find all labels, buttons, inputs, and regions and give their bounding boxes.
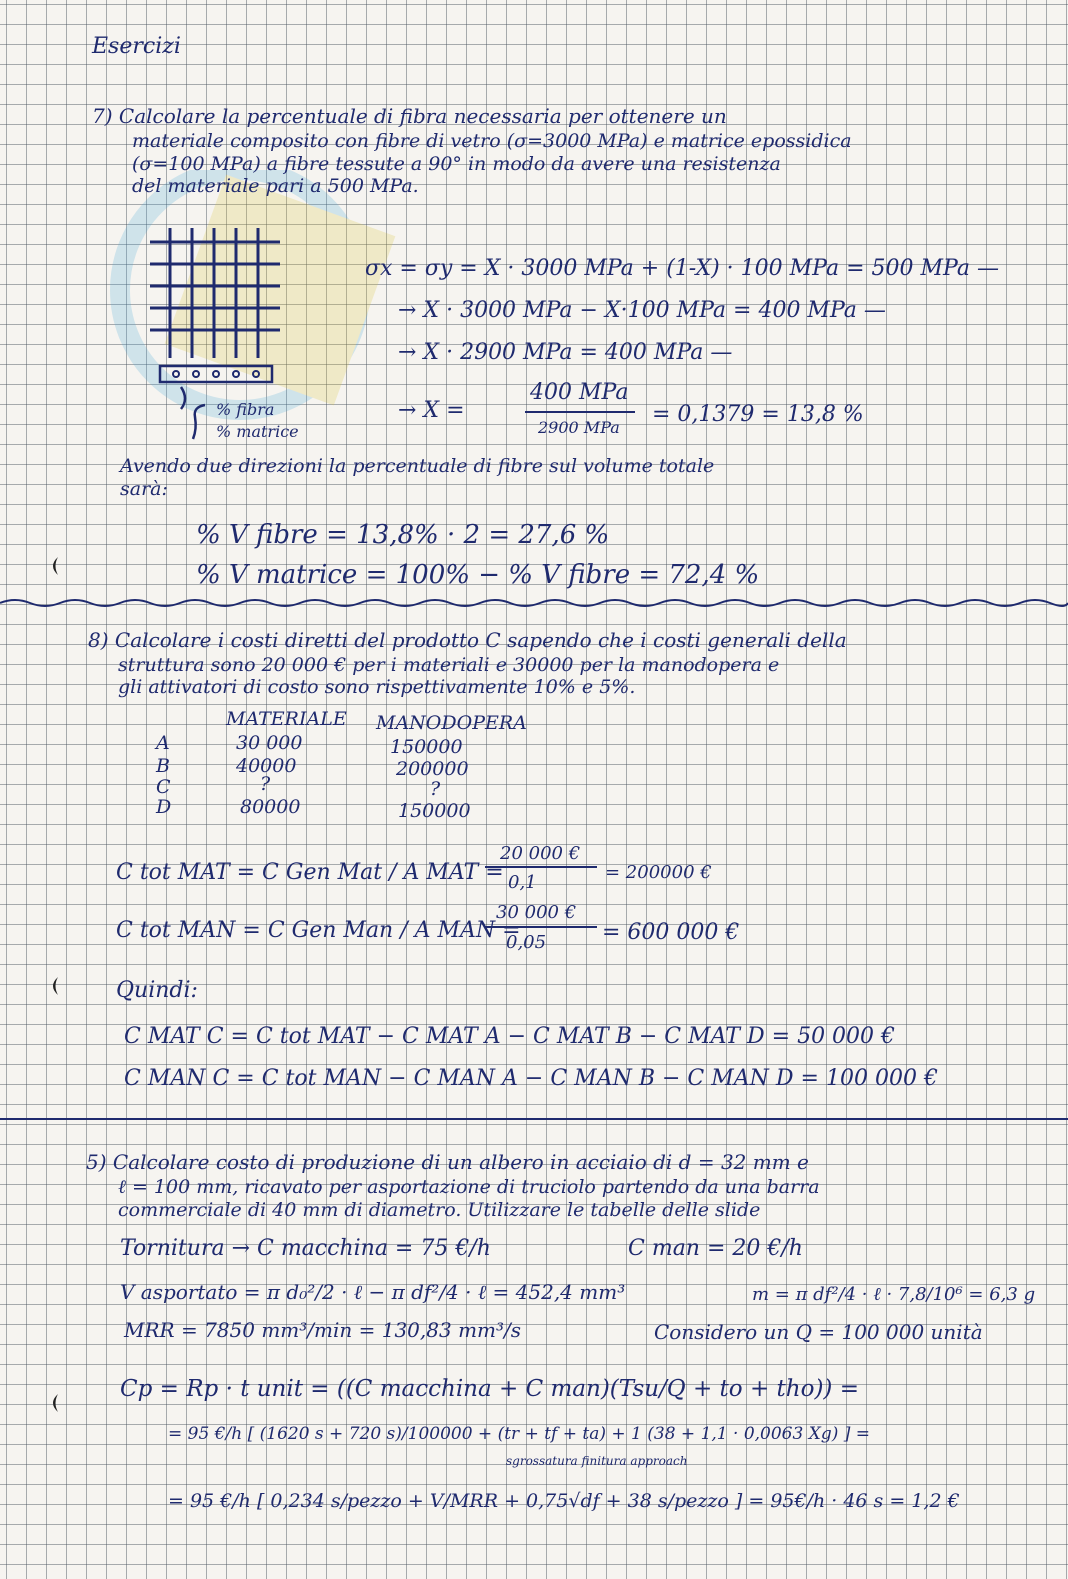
table-row-label: D bbox=[156, 796, 172, 818]
table-cell-manodopera: ? bbox=[430, 778, 441, 800]
ex5-prompt-line-3: commerciale di 40 mm di diametro. Utilizzare le tabelle delle slide bbox=[118, 1199, 761, 1221]
table-row-label: B bbox=[156, 755, 170, 777]
ex7-v-fibre: % V fibre = 13,8% · 2 = 27,6 % bbox=[196, 520, 610, 550]
calc-tot-mat-result: = 200000 € bbox=[605, 862, 712, 883]
section-divider bbox=[0, 1118, 1068, 1120]
mrr: MRR = 7850 mm³/min = 130,83 mm³/s bbox=[124, 1318, 522, 1342]
table-cell-materiale: 30 000 bbox=[236, 732, 303, 754]
legend-matrice: % matrice bbox=[216, 422, 299, 441]
calc-tot-man-numerator: 30 000 € bbox=[496, 902, 577, 923]
tornitura-cost: Tornitura → C macchina = 75 €/h bbox=[120, 1236, 491, 1261]
calc-tot-man-denominator: 0,05 bbox=[506, 932, 547, 953]
ex7-conclusion-line-1: Avendo due direzioni la percentuale di fibre sul volume totale bbox=[120, 455, 715, 477]
table-cell-manodopera: 150000 bbox=[390, 736, 463, 758]
woven-fibre-sketch bbox=[150, 228, 290, 388]
punch-hole-mark bbox=[46, 555, 62, 577]
ex8-prompt-line-2: struttura sono 20 000 € per i materiali e 30000 per la manodopera e bbox=[118, 654, 780, 676]
table-cell-materiale: 40000 bbox=[236, 755, 297, 777]
ex7-step-1: σx = σy = X · 3000 MPa + (1-X) · 100 MPa = 500 MPa — bbox=[365, 256, 999, 281]
ex5-prompt-line-1: 5) Calcolare costo di produzione di un albero in acciaio di d = 32 mm e bbox=[86, 1150, 809, 1174]
cp-line-1: Cp = Rp · t unit = ((C macchina + C man)(Tsu/Q + to + tho)) = bbox=[120, 1376, 859, 1402]
table-header-manodopera: MANODOPERA bbox=[376, 712, 527, 734]
table-cell-manodopera: 150000 bbox=[398, 800, 471, 822]
ex7-prompt-line-1: 7) Calcolare la percentuale di fibra necessaria per ottenere un bbox=[92, 104, 727, 128]
calc-tot-mat-denominator: 0,1 bbox=[508, 872, 537, 893]
ex8-prompt-line-3: gli attivatori di costo sono rispettivamente 10% e 5%. bbox=[118, 676, 636, 698]
considero-q: Considero un Q = 100 000 unità bbox=[654, 1320, 983, 1344]
table-row-label: A bbox=[156, 732, 170, 754]
table-cell-manodopera: 200000 bbox=[396, 758, 469, 780]
ex7-v-matrice: % V matrice = 100% − % V fibre = 72,4 % bbox=[196, 560, 760, 590]
calc-tot-mat-numerator: 20 000 € bbox=[500, 843, 581, 864]
table-header-materiale: MATERIALE bbox=[226, 708, 347, 730]
legend-fibra: % fibra bbox=[216, 400, 275, 419]
page-title: Esercizi bbox=[92, 34, 181, 59]
result-mat-c: C MAT C = C tot MAT − C MAT A − C MAT B − C MAT D = 50 000 € bbox=[124, 1024, 896, 1049]
calc-tot-mat: C tot MAT = C Gen Mat / A MAT = bbox=[116, 860, 504, 885]
punch-hole-mark bbox=[46, 1392, 62, 1414]
ex7-step-4: → X = bbox=[398, 398, 465, 423]
v-asportato: V asportato = π d₀²/2 · ℓ − π df²/4 · ℓ = 452,4 mm³ bbox=[120, 1280, 626, 1304]
ex8-prompt-line-1: 8) Calcolare i costi diretti del prodotto C sapendo che i costi generali della bbox=[88, 628, 847, 652]
calc-tot-man: C tot MAN = C Gen Man / A MAN = bbox=[116, 918, 521, 943]
ex7-prompt-line-2: materiale composito con fibre di vetro (σ=3000 MPa) e matrice epossidica bbox=[132, 130, 852, 152]
fraction-bar bbox=[525, 411, 635, 413]
cp-line-2: = 95 €/h [ (1620 s + 720 s)/100000 + (tr + tf + ta) + 1 (38 + 1,1 · 0,0063 Xg) ] = bbox=[168, 1424, 871, 1444]
quindi-label: Quindi: bbox=[116, 978, 198, 1003]
table-row-label: C bbox=[156, 776, 171, 798]
ex7-prompt-line-3: (σ=100 MPa) a fibre tessute a 90° in modo da avere una resistenza bbox=[132, 153, 781, 175]
ex7-step-3: → X · 2900 MPa = 400 MPa — bbox=[398, 340, 733, 365]
brace-sketch bbox=[175, 385, 215, 445]
table-cell-materiale: ? bbox=[260, 773, 271, 795]
ex7-conclusion-line-2: sarà: bbox=[120, 478, 168, 500]
fraction-bar bbox=[485, 926, 597, 928]
cp-line-2-notes: sgrossatura finitura approach bbox=[506, 1454, 688, 1468]
section-divider bbox=[0, 596, 1068, 610]
cp-line-3: = 95 €/h [ 0,234 s/pezzo + V/MRR + 0,75√df + 38 s/pezzo ] = 95€/h · 46 s = 1,2 € bbox=[168, 1490, 960, 1512]
ex7-prompt-line-4: del materiale pari a 500 MPa. bbox=[132, 175, 419, 197]
table-cell-materiale: 80000 bbox=[240, 796, 301, 818]
massa: m = π df²/4 · ℓ · 7,8/10⁶ = 6,3 g bbox=[752, 1284, 1036, 1305]
ex5-prompt-line-2: ℓ = 100 mm, ricavato per asportazione di truciolo partendo da una barra bbox=[118, 1176, 820, 1198]
punch-hole-mark bbox=[46, 975, 62, 997]
fraction-bar bbox=[485, 866, 597, 868]
result-man-c: C MAN C = C tot MAN − C MAN A − C MAN B − C MAN D = 100 000 € bbox=[124, 1066, 938, 1091]
calc-tot-man-result: = 600 000 € bbox=[602, 920, 740, 945]
ex7-step-2: → X · 3000 MPa − X·100 MPa = 400 MPa — bbox=[398, 298, 886, 323]
ex7-fraction-numerator: 400 MPa bbox=[530, 380, 629, 405]
ex7-fraction-result: = 0,1379 = 13,8 % bbox=[652, 402, 864, 427]
man-cost: C man = 20 €/h bbox=[628, 1236, 803, 1261]
ex7-fraction-denominator: 2900 MPa bbox=[538, 418, 620, 437]
